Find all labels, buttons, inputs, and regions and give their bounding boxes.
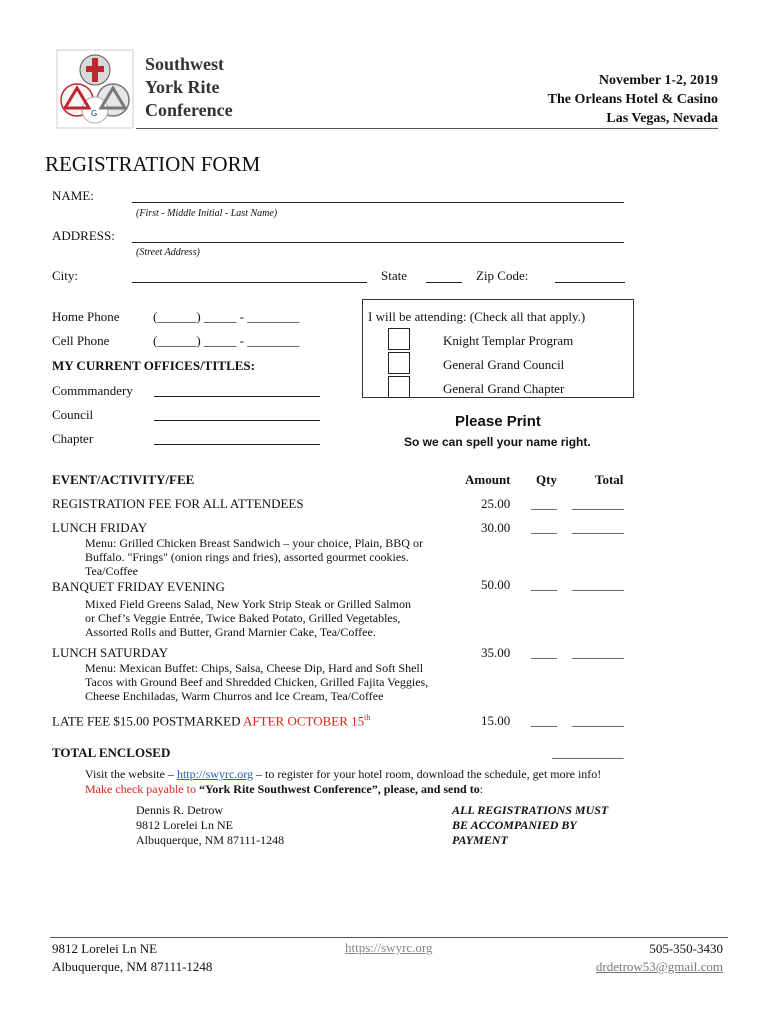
footer-website-link[interactable]: https://swyrc.org — [345, 940, 433, 955]
org-name-line3: Conference — [145, 100, 233, 120]
total-field[interactable]: ________ — [572, 496, 624, 511]
menu-line: Tea/Coffee — [85, 564, 138, 578]
commandery-label: Commmandery — [52, 383, 133, 398]
svg-text:G: G — [91, 109, 98, 118]
total-field[interactable]: ________ — [572, 520, 624, 535]
col-event-header: EVENT/ACTIVITY/FEE — [52, 472, 195, 487]
payable-prefix: Make check payable to — [85, 782, 199, 796]
footer-divider — [50, 937, 728, 938]
menu-line: Cheese Enchiladas, Warm Churros and Ice Cream, Tea/Coffee — [85, 689, 384, 703]
offices-heading: MY CURRENT OFFICES/TITLES: — [52, 358, 255, 373]
org-name-line2: York Rite — [145, 77, 220, 97]
payable-to: “York Rite Southwest Conference”, please, and send to — [198, 782, 480, 796]
state-label: State — [381, 268, 407, 283]
fee-item-late-fee — [52, 713, 370, 729]
logo — [55, 48, 135, 130]
home-phone-label: Home Phone — [52, 309, 120, 324]
qty-field[interactable]: ____ — [531, 496, 557, 511]
menu-line: Mixed Field Greens Salad, New York Strip Steak or Grilled Salmon — [85, 597, 411, 611]
home-phone-field[interactable]: (______) _____ - ________ — [153, 309, 300, 324]
commandery-field[interactable] — [154, 384, 320, 397]
council-field[interactable] — [154, 408, 320, 421]
checkbox-grand-council[interactable] — [388, 352, 410, 374]
cell-phone-field[interactable]: (______) _____ - ________ — [153, 333, 300, 348]
name-hint: (First - Middle Initial - Last Name) — [136, 208, 278, 219]
fee-item-banquet-friday: BANQUET FRIDAY EVENING — [52, 579, 225, 594]
total-field[interactable]: ________ — [572, 713, 624, 728]
checkbox-grand-chapter[interactable] — [388, 376, 410, 398]
address-hint: (Street Address) — [136, 247, 200, 258]
total-enclosed-label: TOTAL ENCLOSED — [52, 745, 171, 760]
please-print-subtitle: So we can spell your name right. — [404, 435, 591, 449]
payable-text — [85, 782, 483, 797]
checkbox-knight-templar[interactable] — [388, 328, 410, 350]
chapter-label: Chapter — [52, 431, 94, 446]
please-print-title: Please Print — [455, 413, 541, 430]
late-fee-sup: th — [364, 713, 371, 722]
qty-field[interactable]: ____ — [531, 713, 557, 728]
fee-amount: 50.00 — [481, 577, 511, 592]
york-rite-emblem-icon — [55, 48, 135, 130]
city-field[interactable] — [132, 270, 367, 283]
fee-item-registration: REGISTRATION FEE FOR ALL ATTENDEES — [52, 496, 304, 511]
late-fee-deadline: AFTER OCTOBER 15 — [243, 713, 365, 729]
menu-line: Menu: Mexican Buffet: Chips, Salsa, Cheese Dip, Hard and Soft Shell — [85, 661, 424, 675]
qty-field[interactable]: ____ — [531, 645, 557, 660]
website-link[interactable]: http://swyrc.org — [176, 767, 254, 781]
header-divider — [136, 128, 718, 129]
zip-label: Zip Code: — [476, 268, 529, 283]
total-field[interactable]: ________ — [572, 577, 624, 592]
visit-website-text — [85, 767, 601, 782]
col-qty-header: Qty — [536, 472, 557, 487]
mail-to-city: Albuquerque, NM 87111-1248 — [136, 833, 285, 847]
late-fee-text: LATE FEE $15.00 POSTMARKED — [52, 713, 244, 729]
menu-line: Tacos with Ground Beef and Shredded Chicken, Grilled Fajita Veggies, — [85, 675, 429, 689]
menu-line: Buffalo. "Frings" (onion rings and fries), assorted gourmet cookies. — [85, 550, 409, 564]
chapter-field[interactable] — [154, 432, 320, 445]
cell-phone-label: Cell Phone — [52, 333, 110, 348]
org-name-line1: Southwest — [145, 54, 225, 74]
fee-amount: 30.00 — [481, 520, 511, 535]
visit-pre: Visit the website – — [85, 767, 177, 781]
footer-phone: 505-350-3430 — [649, 941, 723, 956]
option-knight-templar: Knight Templar Program — [443, 333, 574, 348]
option-grand-council: General Grand Council — [443, 357, 565, 372]
event-city: Las Vegas, Nevada — [606, 111, 718, 126]
mail-to-street: 9812 Lorelei Ln NE — [136, 818, 233, 832]
fee-item-lunch-friday: LUNCH FRIDAY — [52, 520, 148, 535]
total-field[interactable]: ________ — [572, 645, 624, 660]
payment-notice-line3: PAYMENT — [452, 833, 508, 847]
col-total-header: Total — [595, 472, 624, 487]
qty-field[interactable]: ____ — [531, 520, 557, 535]
name-field[interactable] — [132, 190, 624, 203]
visit-post: – to register for your hotel room, download the schedule, get more info! — [253, 767, 602, 781]
address-field[interactable] — [132, 230, 624, 243]
attending-heading: I will be attending: (Check all that apply.) — [368, 309, 586, 324]
footer-email-link[interactable]: drdetrow53@gmail.com — [595, 959, 723, 974]
fee-amount: 35.00 — [481, 645, 511, 660]
mail-to-name: Dennis R. Detrow — [136, 803, 223, 817]
event-date: November 1-2, 2019 — [598, 73, 718, 88]
menu-line: Assorted Rolls and Butter, Grand Marnier Cake, Tea/Coffee. — [85, 625, 376, 639]
menu-line: Menu: Grilled Chicken Breast Sandwich – your choice, Plain, BBQ or — [85, 536, 423, 550]
name-label: NAME: — [52, 188, 94, 203]
qty-field[interactable]: ____ — [531, 577, 557, 592]
total-enclosed-field[interactable]: ___________ — [552, 745, 624, 760]
fee-item-lunch-saturday: LUNCH SATURDAY — [52, 645, 169, 660]
footer-city: Albuquerque, NM 87111-1248 — [52, 959, 213, 974]
zip-field[interactable] — [555, 270, 625, 283]
city-label: City: — [52, 268, 79, 283]
council-label: Council — [52, 407, 94, 422]
fee-amount: 15.00 — [481, 713, 511, 728]
footer-street: 9812 Lorelei Ln NE — [52, 941, 158, 956]
state-field[interactable] — [426, 270, 462, 283]
fee-amount: 25.00 — [481, 496, 511, 511]
event-venue: The Orleans Hotel & Casino — [547, 92, 718, 107]
form-title: REGISTRATION FORM — [45, 152, 261, 176]
menu-line: or Chef’s Veggie Entrée, Twice Baked Potato, Grilled Vegetables, — [85, 611, 401, 625]
option-grand-chapter: General Grand Chapter — [443, 381, 565, 396]
col-amount-header: Amount — [465, 472, 511, 487]
payable-end: : — [479, 782, 484, 796]
address-label: ADDRESS: — [52, 228, 115, 243]
payment-notice-line1: ALL REGISTRATIONS MUST — [452, 803, 609, 817]
payment-notice-line2: BE ACCOMPANIED BY — [452, 818, 577, 832]
